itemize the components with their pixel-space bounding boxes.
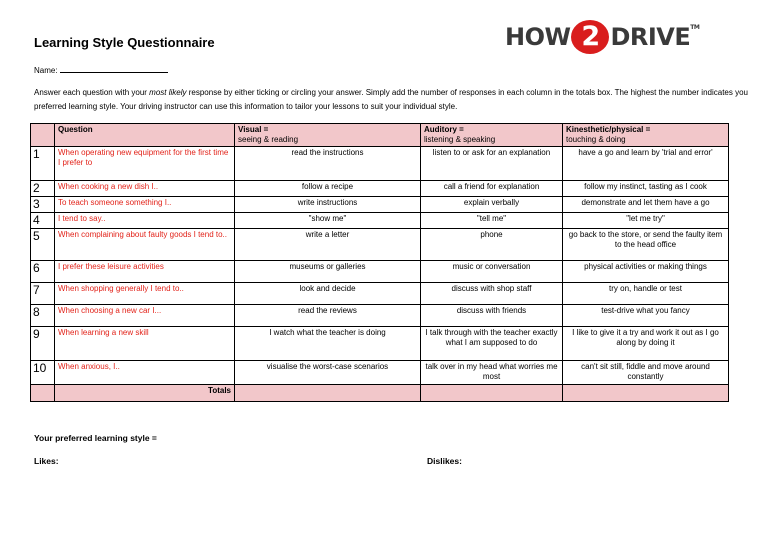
table-row (31, 181, 729, 197)
answer-kinesthetic[interactable]: demonstrate and let them have a go (563, 197, 729, 213)
dislikes-label: Dislikes: (427, 456, 462, 466)
header-row (31, 124, 729, 147)
how2drive-logo (505, 18, 699, 56)
name-underline[interactable] (60, 64, 168, 73)
question-text: To teach someone something I.. (55, 197, 235, 213)
question-text: When complaining about faulty goods I tend to.. (55, 229, 235, 261)
total-auditory[interactable] (421, 385, 563, 402)
header-visual-sub: seeing & reading (238, 135, 299, 144)
totals-label: Totals (55, 385, 235, 402)
row-number: 1 (31, 147, 55, 181)
header-question: Question (55, 124, 235, 147)
answer-kinesthetic[interactable]: go back to the store, or send the faulty item to the head office (563, 229, 729, 261)
question-text: I tend to say.. (55, 213, 235, 229)
answer-visual[interactable]: read the instructions (235, 147, 421, 181)
logo-text-how: HOW (505, 23, 571, 51)
row-number: 3 (31, 197, 55, 213)
answer-visual[interactable]: museums or galleries (235, 261, 421, 283)
row-number: 10 (31, 361, 55, 385)
answer-auditory[interactable]: call a friend for explanation (421, 181, 563, 197)
answer-visual[interactable]: "show me" (235, 213, 421, 229)
question-text: When shopping generally I tend to.. (55, 283, 235, 305)
answer-auditory[interactable]: explain verbally (421, 197, 563, 213)
header-auditory-title: Auditory = (424, 125, 464, 134)
header-kinesthetic (563, 124, 729, 147)
intro-part1: Answer each question with your (34, 88, 150, 97)
total-visual[interactable] (235, 385, 421, 402)
answer-kinesthetic[interactable]: can't sit still, fiddle and move around constantly (563, 361, 729, 385)
header-kinesthetic-sub: touching & doing (566, 135, 626, 144)
table-row (31, 261, 729, 283)
likes-label: Likes: (34, 456, 59, 466)
intro-part2: response by either ticking or circling your answer. Simply add the number of responses in each column in the totals box. The highest the number indicates you preferred learning style. Your driving instructor can use this information to tailor your lessons to suit your individual style. (34, 88, 749, 111)
logo-text-drive: DRIVE (610, 23, 691, 51)
answer-kinesthetic[interactable]: "let me try" (563, 213, 729, 229)
table-row (31, 283, 729, 305)
name-label: Name: (34, 66, 58, 75)
row-number: 8 (31, 305, 55, 327)
page-title: Learning Style Questionnaire (34, 35, 215, 50)
intro-emphasis: most likely (149, 88, 187, 97)
questionnaire-table (30, 123, 729, 402)
row-number: 2 (31, 181, 55, 197)
question-text: When learning a new skill (55, 327, 235, 361)
answer-kinesthetic[interactable]: test-drive what you fancy (563, 305, 729, 327)
row-number: 5 (31, 229, 55, 261)
header-visual (235, 124, 421, 147)
header-number (31, 124, 55, 147)
answer-auditory[interactable]: I talk through with the teacher exactly what I am supposed to do (421, 327, 563, 361)
answer-auditory[interactable]: talk over in my head what worries me most (421, 361, 563, 385)
row-number: 6 (31, 261, 55, 283)
answer-kinesthetic[interactable]: I like to give it a try and work it out as I go along by doing it (563, 327, 729, 361)
logo-circle-2: 2 (571, 20, 609, 54)
row-number: 4 (31, 213, 55, 229)
logo-trademark: TM (690, 24, 700, 31)
answer-visual[interactable]: look and decide (235, 283, 421, 305)
totals-row (31, 385, 729, 402)
totals-spacer (31, 385, 55, 402)
answer-auditory[interactable]: listen to or ask for an explanation (421, 147, 563, 181)
header-auditory (421, 124, 563, 147)
table-row (31, 197, 729, 213)
answer-visual[interactable]: follow a recipe (235, 181, 421, 197)
answer-auditory[interactable]: "tell me" (421, 213, 563, 229)
table-row (31, 361, 729, 385)
answer-visual[interactable]: I watch what the teacher is doing (235, 327, 421, 361)
row-number: 9 (31, 327, 55, 361)
name-field[interactable] (34, 64, 168, 75)
answer-auditory[interactable]: music or conversation (421, 261, 563, 283)
answer-kinesthetic[interactable]: have a go and learn by 'trial and error' (563, 147, 729, 181)
answer-auditory[interactable]: discuss with shop staff (421, 283, 563, 305)
question-text: I prefer these leisure activities (55, 261, 235, 283)
answer-visual[interactable]: read the reviews (235, 305, 421, 327)
answer-kinesthetic[interactable]: try on, handle or test (563, 283, 729, 305)
question-text: When operating new equipment for the first time I prefer to (55, 147, 235, 181)
table-row (31, 305, 729, 327)
table-row (31, 147, 729, 181)
header-visual-title: Visual = (238, 125, 269, 134)
question-text: When choosing a new car I... (55, 305, 235, 327)
row-number: 7 (31, 283, 55, 305)
table-row (31, 213, 729, 229)
table-row (31, 229, 729, 261)
table-row (31, 327, 729, 361)
answer-visual[interactable]: visualise the worst-case scenarios (235, 361, 421, 385)
answer-auditory[interactable]: discuss with friends (421, 305, 563, 327)
answer-auditory[interactable]: phone (421, 229, 563, 261)
header-kinesthetic-title: Kinesthetic/physical = (566, 125, 651, 134)
answer-kinesthetic[interactable]: follow my instinct, tasting as I cook (563, 181, 729, 197)
answer-visual[interactable]: write a letter (235, 229, 421, 261)
preferred-style-label: Your preferred learning style = (34, 433, 157, 443)
instructions-paragraph (34, 86, 750, 114)
header-auditory-sub: listening & speaking (424, 135, 496, 144)
answer-visual[interactable]: write instructions (235, 197, 421, 213)
question-text: When anxious, I.. (55, 361, 235, 385)
answer-kinesthetic[interactable]: physical activities or making things (563, 261, 729, 283)
question-text: When cooking a new dish I.. (55, 181, 235, 197)
total-kinesthetic[interactable] (563, 385, 729, 402)
